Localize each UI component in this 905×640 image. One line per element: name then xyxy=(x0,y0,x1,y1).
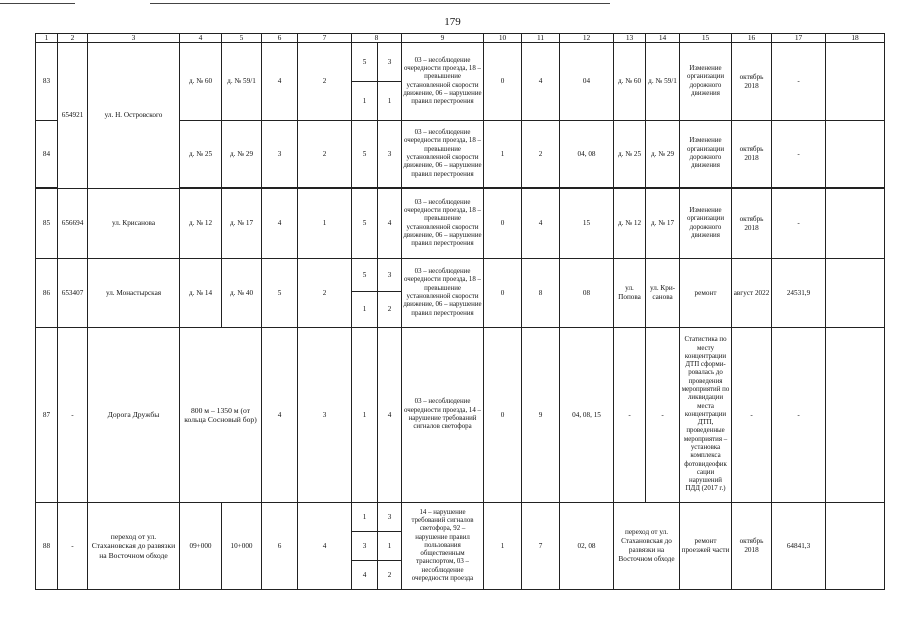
wounded-count: 4 xyxy=(522,43,560,121)
end-point: д. № 59/1 xyxy=(222,43,262,121)
type-count: 3 xyxy=(378,43,402,82)
type-code: 1 xyxy=(352,292,378,328)
killed-count: 0 xyxy=(484,43,522,121)
header-cell: 15 xyxy=(680,34,732,43)
header-cell: 1 xyxy=(36,34,58,43)
row-number: 86 xyxy=(36,259,58,328)
accidents-count: 4 xyxy=(262,43,298,121)
wounded-count: 8 xyxy=(522,259,560,328)
header-cell: 11 xyxy=(522,34,560,43)
injured-count: 1 xyxy=(298,189,352,259)
violations: 14 – нарушение требований сигналов светофора, 92 – нарушение правил пользования общественным транспортом, 03 – несоблюдение очередности проезда xyxy=(402,503,484,590)
note xyxy=(826,259,885,328)
factor-codes: 15 xyxy=(560,189,614,259)
killed-count: 0 xyxy=(484,259,522,328)
injured-count: 3 xyxy=(298,328,352,503)
street-name: ул. Монастырская xyxy=(88,259,180,328)
type-count: 3 xyxy=(378,121,402,188)
road-section: 800 м – 1350 м (от кольца Сосновый бор) xyxy=(180,328,262,503)
start-point: д. № 60 xyxy=(180,43,222,121)
header-row xyxy=(36,34,885,43)
killed-count: 0 xyxy=(484,328,522,503)
type-count: 2 xyxy=(378,561,402,590)
to-point: д. № 17 xyxy=(646,189,680,259)
wounded-count: 9 xyxy=(522,328,560,503)
measures: Изменение организации дорожного движения xyxy=(680,189,732,259)
header-cell: 6 xyxy=(262,34,298,43)
violations: 03 – несоблюдение очередности проезда, 14 – нарушение требований сигналов светофора xyxy=(402,328,484,503)
wounded-count: 7 xyxy=(522,503,560,590)
type-code: 4 xyxy=(352,561,378,590)
object-code: 653407 xyxy=(58,259,88,328)
table-row xyxy=(36,189,885,259)
accidents-count: 4 xyxy=(262,328,298,503)
measures: Статистика по месту концентрации ДТП сформи-ровалась до проведения мероприятий по ликвидации места концентрации ДТП, проведенные мероприятия – установка комплекса фотовидеофик сации нарушений ПДД (2017 г.) xyxy=(680,328,732,503)
deadline: август 2022 xyxy=(732,259,772,328)
deadline: октябрь 2018 xyxy=(732,43,772,121)
injured-count: 2 xyxy=(298,259,352,328)
header-cell: 10 xyxy=(484,34,522,43)
header-cell: 5 xyxy=(222,34,262,43)
injured-count: 4 xyxy=(298,503,352,590)
table-row xyxy=(36,328,885,503)
type-code: 1 xyxy=(352,82,378,121)
note xyxy=(826,189,885,259)
deadline: - xyxy=(732,328,772,503)
header-cell: 13 xyxy=(614,34,646,43)
end-point: 10+000 xyxy=(222,503,262,590)
header-cell: 12 xyxy=(560,34,614,43)
end-point: д. № 40 xyxy=(222,259,262,328)
factor-codes: 08 xyxy=(560,259,614,328)
measures: ремонт проезжей части xyxy=(680,503,732,590)
note xyxy=(826,328,885,503)
to-point: д. № 59/1 xyxy=(646,43,680,121)
header-cell: 3 xyxy=(88,34,180,43)
row-number: 85 xyxy=(36,189,58,259)
accidents-count: 6 xyxy=(262,503,298,590)
deadline: октябрь 2018 xyxy=(732,503,772,590)
factor-codes: 02, 08 xyxy=(560,503,614,590)
factor-codes: 04 xyxy=(560,43,614,121)
injured-count: 2 xyxy=(298,43,352,121)
deadline: октябрь 2018 xyxy=(732,121,772,188)
start-point: д. № 14 xyxy=(180,259,222,328)
from-point: - xyxy=(614,328,646,503)
wounded-count: 2 xyxy=(522,121,560,188)
table-row xyxy=(36,259,885,292)
header-cell: 16 xyxy=(732,34,772,43)
from-point: д. № 25 xyxy=(614,121,646,188)
header-cell: 9 xyxy=(402,34,484,43)
header-cell: 8 xyxy=(352,34,402,43)
start-point: д. № 12 xyxy=(180,189,222,259)
street-name: ул. Крисанова xyxy=(88,189,180,259)
injured-count: 2 xyxy=(298,121,352,188)
top-rule-right xyxy=(150,3,610,4)
page-number: 179 xyxy=(444,16,461,28)
to-point: ул. Кри-санова xyxy=(646,259,680,328)
row-number: 87 xyxy=(36,328,58,503)
measures: Изменение организации дорожного движения xyxy=(680,121,732,188)
header-cell: 18 xyxy=(826,34,885,43)
type-code: 5 xyxy=(352,43,378,82)
row-number: 83 xyxy=(36,43,58,121)
note xyxy=(826,121,885,188)
note xyxy=(826,503,885,590)
end-point: д. № 29 xyxy=(222,121,262,188)
factor-codes: 04, 08, 15 xyxy=(560,328,614,503)
accidents-count: 5 xyxy=(262,259,298,328)
type-count: 1 xyxy=(378,532,402,561)
cost: 64841,3 xyxy=(772,503,826,590)
measures: Изменение организации дорожного движения xyxy=(680,43,732,121)
section-description: переход от ул. Стахановская до развязки на Восточном обходе xyxy=(614,503,680,590)
type-code: 1 xyxy=(352,328,378,503)
table-row xyxy=(36,503,885,532)
end-point: д. № 17 xyxy=(222,189,262,259)
cost: 24531,9 xyxy=(772,259,826,328)
type-count: 3 xyxy=(378,259,402,292)
type-code: 5 xyxy=(352,121,378,188)
street-name: Дорога Дружбы xyxy=(88,328,180,503)
violations: 03 – несоблюдение очередности проезда, 18 – превышение установленной скорости движение, 06 – нарушение правил перестроения xyxy=(402,43,484,121)
cost: - xyxy=(772,328,826,503)
header-cell: 2 xyxy=(58,34,88,43)
header-cell: 4 xyxy=(180,34,222,43)
type-count: 3 xyxy=(378,503,402,532)
violations: 03 – несоблюдение очередности проезда, 18 – превышение установленной скорости движение, 06 – нарушение правил перестроения xyxy=(402,259,484,328)
factor-codes: 04, 08 xyxy=(560,121,614,188)
wounded-count: 4 xyxy=(522,189,560,259)
violations: 03 – несоблюдение очередности проезда, 18 – превышение установленной скорости движение, 06 – нарушение правил перестроения xyxy=(402,121,484,188)
street-name: ул. Н. Островского xyxy=(88,43,180,189)
start-point: д. № 25 xyxy=(180,121,222,188)
header-cell: 14 xyxy=(646,34,680,43)
measures: ремонт xyxy=(680,259,732,328)
row-number: 84 xyxy=(36,121,58,188)
killed-count: 1 xyxy=(484,121,522,188)
street-name: переход от ул. Стахановская до развязки на Восточном обходе xyxy=(88,503,180,590)
type-code: 5 xyxy=(352,189,378,259)
type-code: 5 xyxy=(352,259,378,292)
row-number: 88 xyxy=(36,503,58,590)
object-code: - xyxy=(58,328,88,503)
cost: - xyxy=(772,189,826,259)
object-code: 654921 xyxy=(58,43,88,189)
object-code: 656694 xyxy=(58,189,88,259)
type-count: 2 xyxy=(378,292,402,328)
header-cell: 7 xyxy=(298,34,352,43)
violations: 03 – несоблюдение очередности проезда, 18 – превышение установленной скорости движение, 06 – нарушение правил перестроения xyxy=(402,189,484,259)
from-point: д. № 60 xyxy=(614,43,646,121)
to-point: - xyxy=(646,328,680,503)
deadline: октябрь 2018 xyxy=(732,189,772,259)
accident-table xyxy=(35,33,885,590)
cost: - xyxy=(772,43,826,121)
cost: - xyxy=(772,121,826,188)
accidents-count: 4 xyxy=(262,189,298,259)
start-point: 09+000 xyxy=(180,503,222,590)
from-point: ул. Попова xyxy=(614,259,646,328)
object-code: - xyxy=(58,503,88,590)
from-point: д. № 12 xyxy=(614,189,646,259)
type-count: 4 xyxy=(378,189,402,259)
type-code: 3 xyxy=(352,532,378,561)
killed-count: 0 xyxy=(484,189,522,259)
killed-count: 1 xyxy=(484,503,522,590)
type-code: 1 xyxy=(352,503,378,532)
type-count: 4 xyxy=(378,328,402,503)
accidents-count: 3 xyxy=(262,121,298,188)
note xyxy=(826,43,885,121)
to-point: д. № 29 xyxy=(646,121,680,188)
top-rule-left xyxy=(0,3,75,4)
table-row xyxy=(36,43,885,82)
header-cell: 17 xyxy=(772,34,826,43)
type-count: 1 xyxy=(378,82,402,121)
